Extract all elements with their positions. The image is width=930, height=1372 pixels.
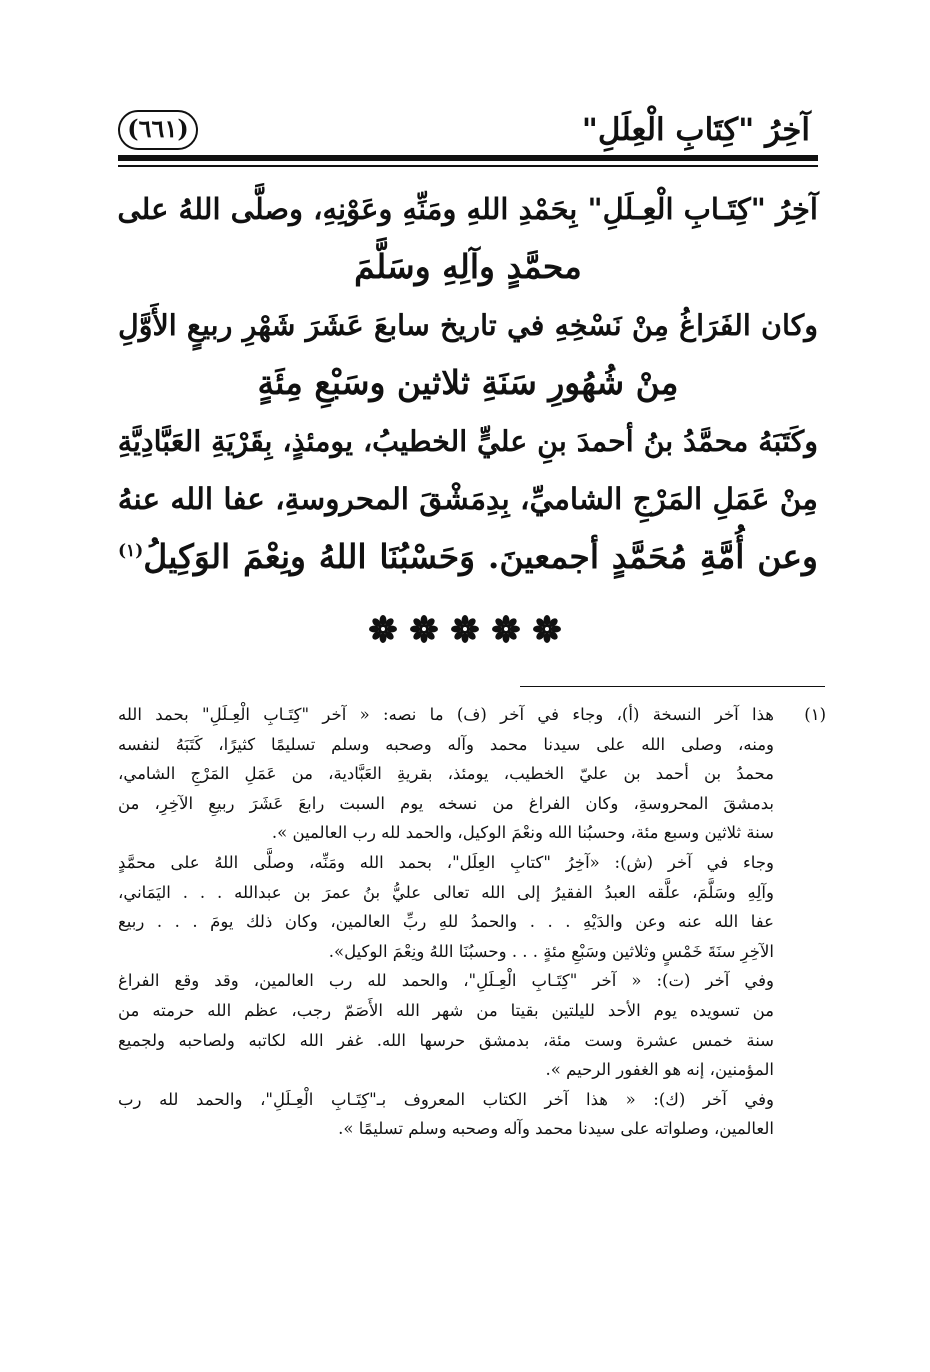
footnote-line: الآخِرِ سنَةَ خَمْسٍ وثلاثين وسَبْعِ مئةٍ . . . وحسبُنَا اللهُ ونِعْمَ الوكيل».: [328, 941, 774, 961]
colophon-line-text: وعن أُمَّةِ مُحَمَّدٍ أجمعينَ. وَحَسْبُنَا اللهُ ونِعْمَ الوَكِيلُ: [143, 537, 818, 576]
page-number: (٦٦١): [118, 110, 198, 150]
footnote-line-text: هذا آخر النسخة (أ)، وجاء في آخر (ف) ما نصه: « آخر "كِتَـابِ الْعِـلَلِ" بحمد الله: [118, 705, 774, 724]
colophon-line: مِنْ شُهُورِ سَنَةِ ثلاثين وسَبْعِ مِئَةٍ: [257, 363, 679, 402]
footnote-separator: [520, 686, 825, 687]
colophon-line: وكَتَبَهُ محمَّدُ بنُ أحمدَ بنِ عليٍّ الخطيبُ، يومئذٍ، بِقَرْيَةِ العَبَّادِيَّةِ: [117, 424, 818, 458]
flower-ornament-icon: [532, 614, 562, 644]
footnotes: [118, 700, 826, 1144]
footnote-line: المؤمنين، إنه هو الغفور الرحيم ».: [545, 1060, 774, 1080]
footnote-line: وفي آخر (ت): « آخر "كِتَـابِ الْعِـلَلِ"، والحمد لله رب العالمين، وقد وقع الفراغ: [118, 971, 774, 991]
colophon-line: آخِرُ "كِتَـابِ الْعِـلَلِ" بِحَمْدِ اللهِ ومَنِّهِ وعَوْنِهِ، وصلَّى اللهُ على: [117, 192, 818, 226]
flower-ornament-icon: [450, 614, 480, 644]
footnote-line: وفي آخر (ك): « هذا آخر الكتاب المعروف بـ"كِتَـابِ الْعِـلَلِ"، والحمد لله رب: [118, 1089, 774, 1109]
footnote-line: ومنه، وصلى الله على سيدنا محمد وآله وصحبه وسلم تسليمًا كثيرًا، كَتَبَهُ لنفسه: [118, 734, 774, 754]
flower-ornament-icon: [368, 614, 398, 644]
colophon-line: مِنْ عَمَلِ المَرْجِ الشاميِّ، بِدِمَشْقَ المحروسةِ، عفا الله عنهُ: [117, 481, 818, 516]
colophon-line: وكان الفَرَاغُ مِنْ نَسْخِهِ في تاريخ سابعَ عَشَرَ شَهْرِ ربيعٍ الأَوَّلِ: [118, 308, 818, 342]
flower-ornament-icon: [491, 614, 521, 644]
flower-ornament-icon: [409, 614, 439, 644]
footnote-number: (١): [804, 705, 826, 724]
footnote-line: [118, 700, 826, 730]
footnote-line: سنة ثلاثين وسبع مئة، وحسبُنا الله ونعْمَ الوكيل، والحمد لله رب العالمين ».: [271, 823, 774, 843]
footnote-marker: (١): [118, 541, 144, 561]
header-rule-thin: [118, 165, 818, 167]
footnote-line: عفا الله عنه وعن والدَيْهِ . . . والحمدُ للهِ ربِّ العالمين، وكان ذلك يومَ . . . ربيع: [118, 912, 774, 932]
footnote-line: بدمشقَ المحروسةِ، وكان الفراغ من نسخه يوم السبت رابعَ عَشَرَ ربيعِ الآخِرِ، من: [118, 793, 774, 813]
footnote-line: وجاء في آخر (ش): «آخِرُ "كتابِ العِلَل"، بحمد الله ومَنِّه، وصلَّى اللهُ على محمَّدٍ: [118, 852, 774, 872]
footnote-line: من تسويده يوم الأحد لليلتين بقيتا من شهر الله الأَصَمّ رجب، عظم الله حرمته من: [118, 1000, 774, 1020]
section-ornament: [0, 614, 930, 644]
footnote-line: محمدُ بن أحمد بن عليّ الخطيب، يومئذ، بقريةِ العَبَّادية، من عَمَلِ المَرْجِ الشامي،: [118, 764, 774, 784]
colophon-line: محمَّدٍ وآلِهِ وسَلَّمَ: [354, 247, 582, 286]
footnote-line: العالمين، وصلواته على سيدنا محمد وآله وصحبه وسلم تسليمًا ».: [338, 1119, 774, 1139]
colophon-text: [118, 180, 818, 586]
page-header: [118, 104, 818, 154]
colophon-line-last: [118, 528, 818, 586]
header-rule-thick: [118, 155, 818, 161]
footnote-line: وآلِهِ وسَلَّمَ، علَّقه العبدُ الفقيرُ إلى الله تعالى عليُّ بنُ عمرَ بن عبدالله . . . اليَمَاني،: [118, 882, 774, 902]
running-title: آخِرُ "كِتَابِ الْعِلَلِ": [581, 112, 810, 148]
footnote-line: سنة خمس عشرة وست مئة، بدمشق حرسها الله. غفر الله لكاتبه ولصاحبه ولجميع: [118, 1030, 774, 1050]
